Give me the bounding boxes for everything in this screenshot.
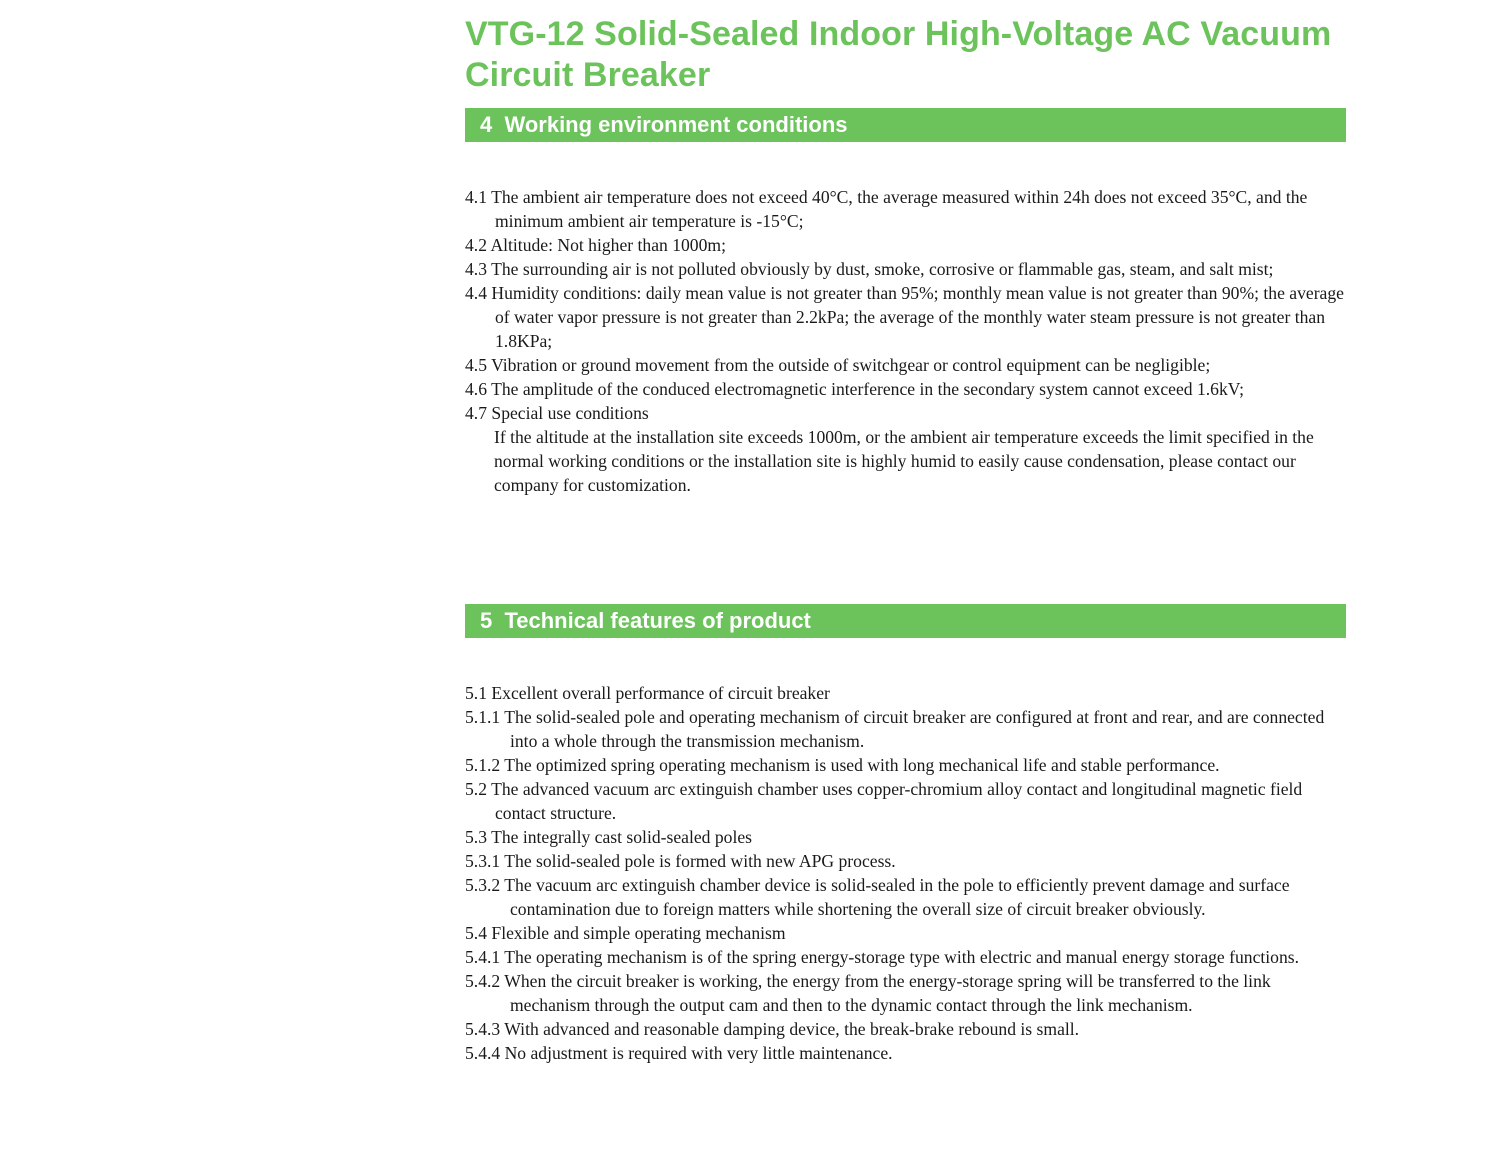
list-item: [465, 401, 1346, 425]
item-number: 4.4: [465, 283, 487, 303]
list-item: [465, 185, 1346, 233]
item-number: 5.3.2: [465, 875, 501, 895]
item-text: The surrounding air is not polluted obviously by dust, smoke, corrosive or flammable gas, steam, and salt mist;: [491, 259, 1274, 279]
item-text: With advanced and reasonable damping device, the break-brake rebound is small.: [504, 1019, 1080, 1039]
item-number: 5.1: [465, 683, 487, 703]
list-item: [465, 945, 1346, 969]
list-item: [465, 825, 1346, 849]
item-text: The solid-sealed pole is formed with new APG process.: [504, 851, 896, 871]
list-item: [465, 753, 1346, 777]
item-number: 5.4.2: [465, 971, 501, 991]
item-number: 5.4: [465, 923, 487, 943]
list-item: [465, 873, 1346, 921]
item-number: 4.2: [465, 235, 487, 255]
list-item: [465, 969, 1346, 1017]
item-number: 4.3: [465, 259, 487, 279]
list-item: [465, 353, 1346, 377]
item-number: 5.3: [465, 827, 487, 847]
item-number: 5.4.1: [465, 947, 501, 967]
list-item: [465, 777, 1346, 825]
item-number: 5.4.3: [465, 1019, 501, 1039]
document-page: [465, 0, 1346, 1065]
list-item: [465, 281, 1346, 353]
list-item: [465, 681, 1346, 705]
item-text: The ambient air temperature does not exceed 40°C, the average measured within 24h does not exceed 35°C, and the minimum ambient air temperature is -15°C;: [491, 187, 1308, 231]
item-text: Altitude: Not higher than 1000m;: [490, 235, 726, 255]
item-text: Flexible and simple operating mechanism: [491, 923, 786, 943]
item-number: 5.1.1: [465, 707, 501, 727]
item-number: 5.4.4: [465, 1043, 501, 1063]
item-number: 4.7: [465, 403, 487, 423]
list-item: [465, 377, 1346, 401]
item-text: Special use conditions: [491, 403, 649, 423]
item-text: The optimized spring operating mechanism is used with long mechanical life and stable performance.: [504, 755, 1220, 775]
section-4-heading: 4 Working environment conditions: [465, 108, 1346, 142]
item-text: Excellent overall performance of circuit breaker: [491, 683, 830, 703]
section-4-list: [465, 185, 1346, 497]
list-item: [465, 705, 1346, 753]
item-number: 4.1: [465, 187, 487, 207]
list-item: [465, 257, 1346, 281]
item-number: 5.1.2: [465, 755, 501, 775]
item-text: Humidity conditions: daily mean value is not greater than 95%; monthly mean value is not greater than 90%; the average of water vapor pressure is not greater than 2.2kPa; the average of the monthly water steam pressure is not greater than 1.8KPa;: [491, 283, 1344, 351]
item-text: The advanced vacuum arc extinguish chamber uses copper-chromium alloy contact and longitudinal magnetic field contact structure.: [491, 779, 1303, 823]
item-number: 4.5: [465, 355, 487, 375]
item-text: The operating mechanism is of the spring energy-storage type with electric and manual energy storage functions.: [504, 947, 1300, 967]
list-item: [465, 1017, 1346, 1041]
item-text: The solid-sealed pole and operating mechanism of circuit breaker are configured at front and rear, and are connected into a whole through the transmission mechanism.: [504, 707, 1325, 751]
list-item: [465, 1041, 1346, 1065]
item-text: When the circuit breaker is working, the energy from the energy-storage spring will be transferred to the link mechanism through the output cam and then to the dynamic contact through the link mechanism.: [504, 971, 1271, 1015]
item-number: 4.6: [465, 379, 487, 399]
section-5-heading: 5 Technical features of product: [465, 604, 1346, 638]
item-number: 5.3.1: [465, 851, 501, 871]
page-title: VTG-12 Solid-Sealed Indoor High-Voltage AC Vacuum Circuit Breaker: [465, 15, 1332, 94]
item-number: 5.2: [465, 779, 487, 799]
item-text: No adjustment is required with very little maintenance.: [504, 1043, 893, 1063]
item-text: Vibration or ground movement from the outside of switchgear or control equipment can be negligible;: [491, 355, 1211, 375]
item-text: The amplitude of the conduced electromagnetic interference in the secondary system cannot exceed 1.6kV;: [491, 379, 1245, 399]
list-item: [465, 233, 1346, 257]
item-text: The vacuum arc extinguish chamber device is solid-sealed in the pole to efficiently prevent damage and surface contamination due to foreign matters while shortening the overall size of circuit breaker obviously.: [504, 875, 1290, 919]
item-text: The integrally cast solid-sealed poles: [491, 827, 752, 847]
section-5-list: [465, 681, 1346, 1065]
section-spacer: [465, 497, 1346, 604]
item-note: If the altitude at the installation site exceeds 1000m, or the ambient air temperature exceeds the limit specified in the normal working conditions or the installation site is highly humid to easily cause condensation, please contact our company for customization.: [494, 427, 1314, 495]
list-item: [465, 849, 1346, 873]
list-item: [465, 921, 1346, 945]
